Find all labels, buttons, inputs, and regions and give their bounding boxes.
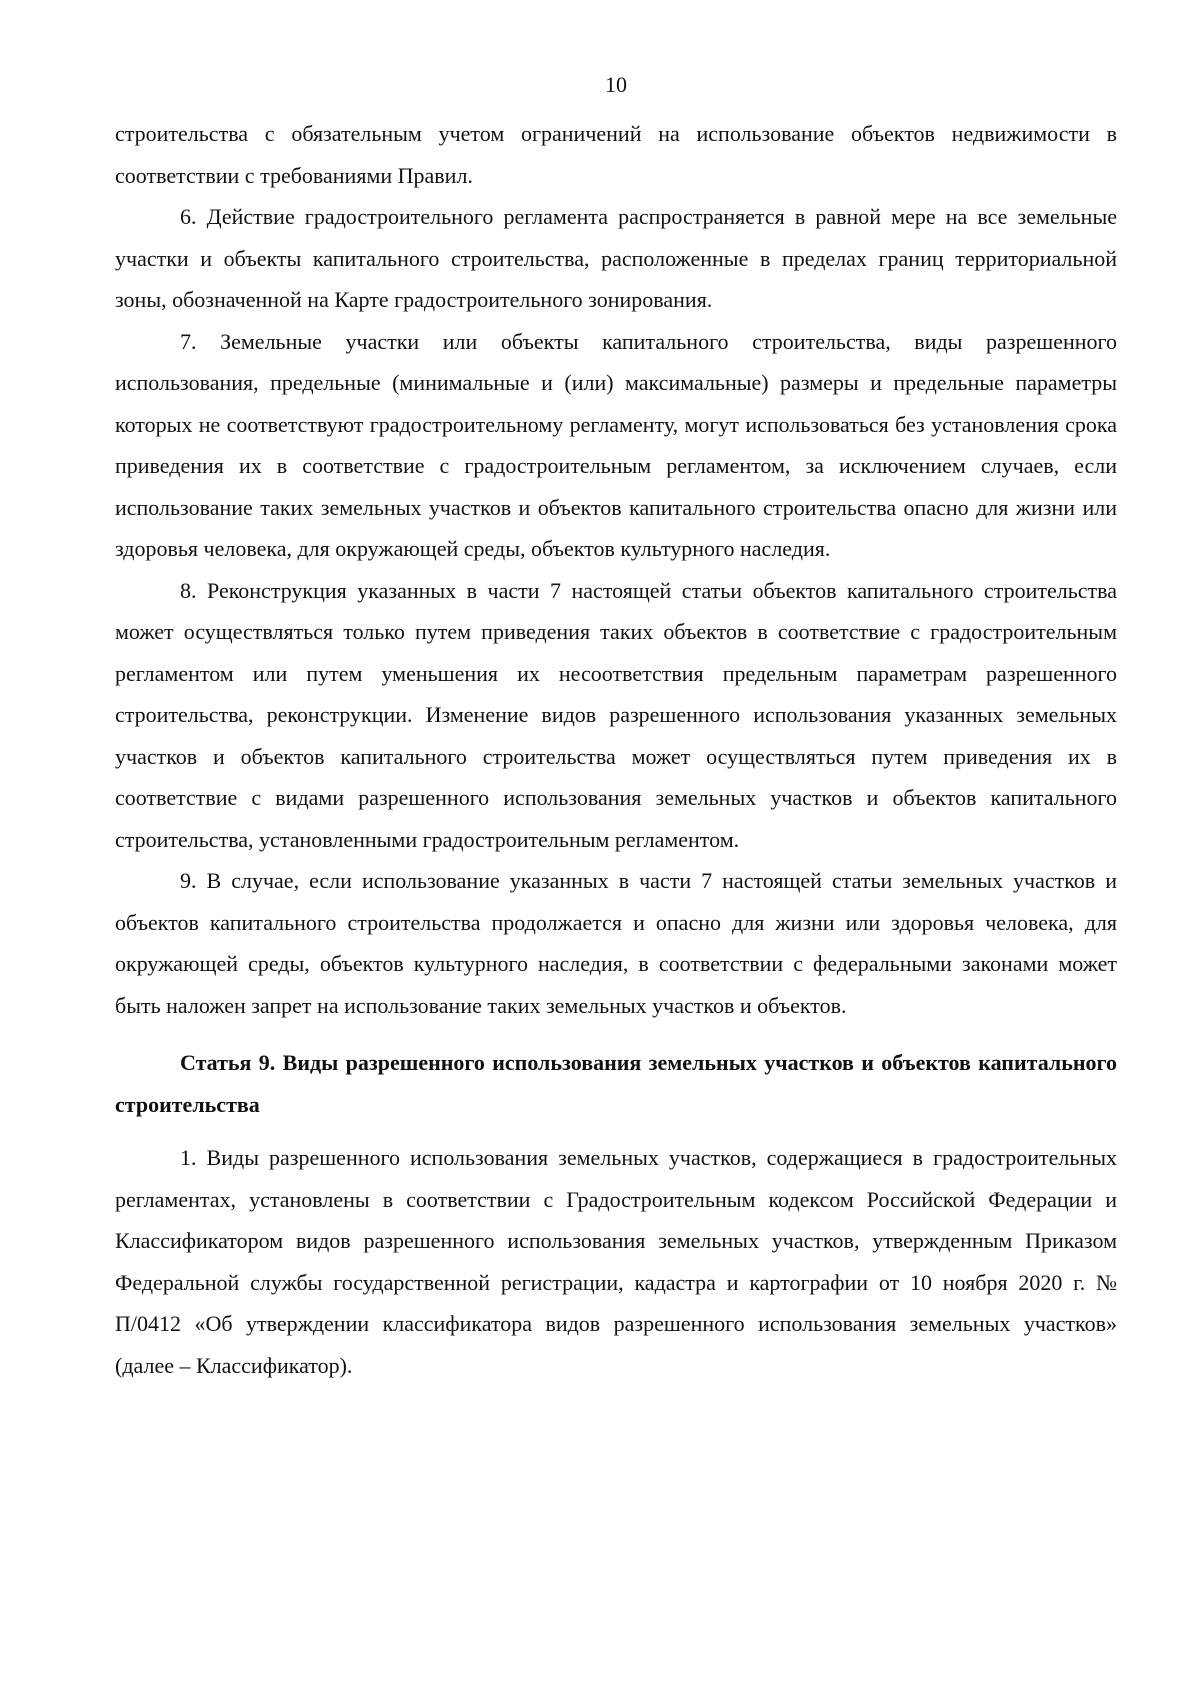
document-page (115, 70, 1117, 1386)
paragraph-8: 8. Реконструкция указанных в части 7 настоящей статьи объектов капитального строительства может осуществляться только путем приведения таких объектов в соответствие с градостроительным регламентом или путем уменьшения их несоответствия предельным параметрам разрешенного строительства, реконструкции. Изменение видов разрешенного использования указанных земельных участков и объектов капитального строительства может осуществляться путем приведения их в соответствие с видами разрешенного использования земельных участков и объектов капитального строительства, установленными градостроительным регламентом. (115, 577, 1117, 852)
article-9-paragraph-1: 1. Виды разрешенного использования земельных участков, содержащиеся в градостроительных регламентах, установлены в соответствии с Градостроительным кодексом Российской Федерации и Классификатором видов разрешенного использования земельных участков, утвержденным Приказом Федеральной службы государственной регистрации, кадастра и картографии от 10 ноября 2020 г. № П/0412 «Об утверждении классификатора видов разрешенного использования земельных участков» (далее – Классификатор). (115, 1145, 1117, 1378)
paragraph-6: 6. Действие градостроительного регламента распространяется в равной мере на все земельные участки и объекты капитального строительства, расположенные в пределах границ территориальной зоны, обозначенной на Карте градостроительного зонирования. (115, 204, 1117, 312)
article-9-heading: Статья 9. Виды разрешенного использования земельных участков и объектов капитального строительства (115, 1050, 1117, 1117)
paragraph-continuation: строительства с обязательным учетом ограничений на использование объектов недвижимости в соответствии с требованиями Правил. (115, 121, 1117, 188)
paragraph-7: 7. Земельные участки или объекты капитального строительства, виды разрешенного использования, предельные (минимальные и (или) максимальные) размеры и предельные параметры которых не соответствуют градостроительному регламенту, могут использоваться без установления срока приведения их в соответствие с градостроительным регламентом, за исключением случаев, если использование таких земельных участков и объектов капитального строительства опасно для жизни или здоровья человека, для окружающей среды, объектов культурного наследия. (115, 328, 1117, 561)
page-number: 10 (605, 72, 627, 97)
paragraph-9: 9. В случае, если использование указанных в части 7 настоящей статьи земельных участков и объектов капитального строительства продолжается и опасно для жизни или здоровья человека, для окружающей среды, объектов культурного наследия, в соответствии с федеральными законами может быть наложен запрет на использование таких земельных участков и объектов. (115, 868, 1117, 1018)
